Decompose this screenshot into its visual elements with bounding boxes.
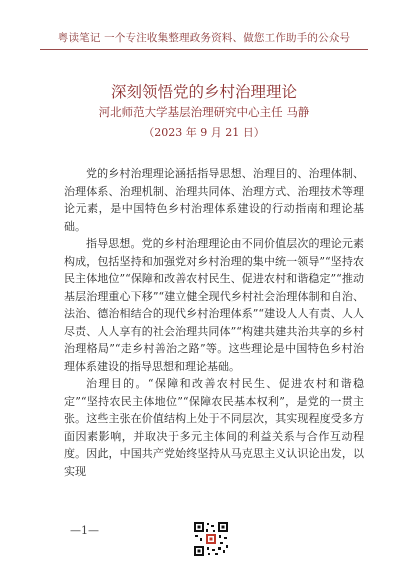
header-divider [40, 49, 368, 50]
article-body [64, 165, 364, 480]
page-number: —1— [70, 524, 99, 537]
paragraph-guiding-thought: 指导思想。党的乡村治理理论由不同价值层次的理论元素构成，包括坚持和加强党对乡村治理的集中统一领导”“坚持农民主体地位”“保障和改善农村民生、促进农村和谐稳定”“推动基层治理重心下移”“建立健全现代乡村社会治理体制和自治、法治、德治相结合的现代乡村治理体系”“建设人人有责、人人尽责、人人享有的社会治理共同体”“构建共建共治共享的乡村治理格局”“走乡村善治之路”等。这些理论是中国特色乡村治理体系建设的指导思想和理论基础。 [64, 237, 364, 373]
paragraph-intro: 党的乡村治理理论涵括指导思想、治理目的、治理体制、治理体系、治理机制、治理共同体、治理方式、治理技术等理论元素，是中国特色乡村治理体系建设的行动指南和理论基础。 [64, 167, 364, 233]
article-date: （2023 年 9 月 21 日） [143, 126, 265, 139]
paragraph-governance-purpose: 治理目的。“保障和改善农村民生、促进农村和谐稳定”“坚持农民主体地位”“保障农民基本权利”，是党的一贯主张。这些主张在价值结构上处于不同层次，其实现程度受多方面因素影响，并取决于多元主体间的利益关系与合作互动程度。因此，中国共产党始终坚持从马克思主义认识论出发，以实现 [64, 377, 364, 478]
article-title: 深刻领悟党的乡村治理理论 [110, 83, 297, 101]
header-banner: 粤读笔记 一个专注收集整理政务资料、做您工作助手的公众号 [57, 32, 351, 44]
qr-code-icon [193, 521, 229, 557]
article-author: 河北师范大学基层治理研究中心主任 马静 [98, 105, 310, 119]
